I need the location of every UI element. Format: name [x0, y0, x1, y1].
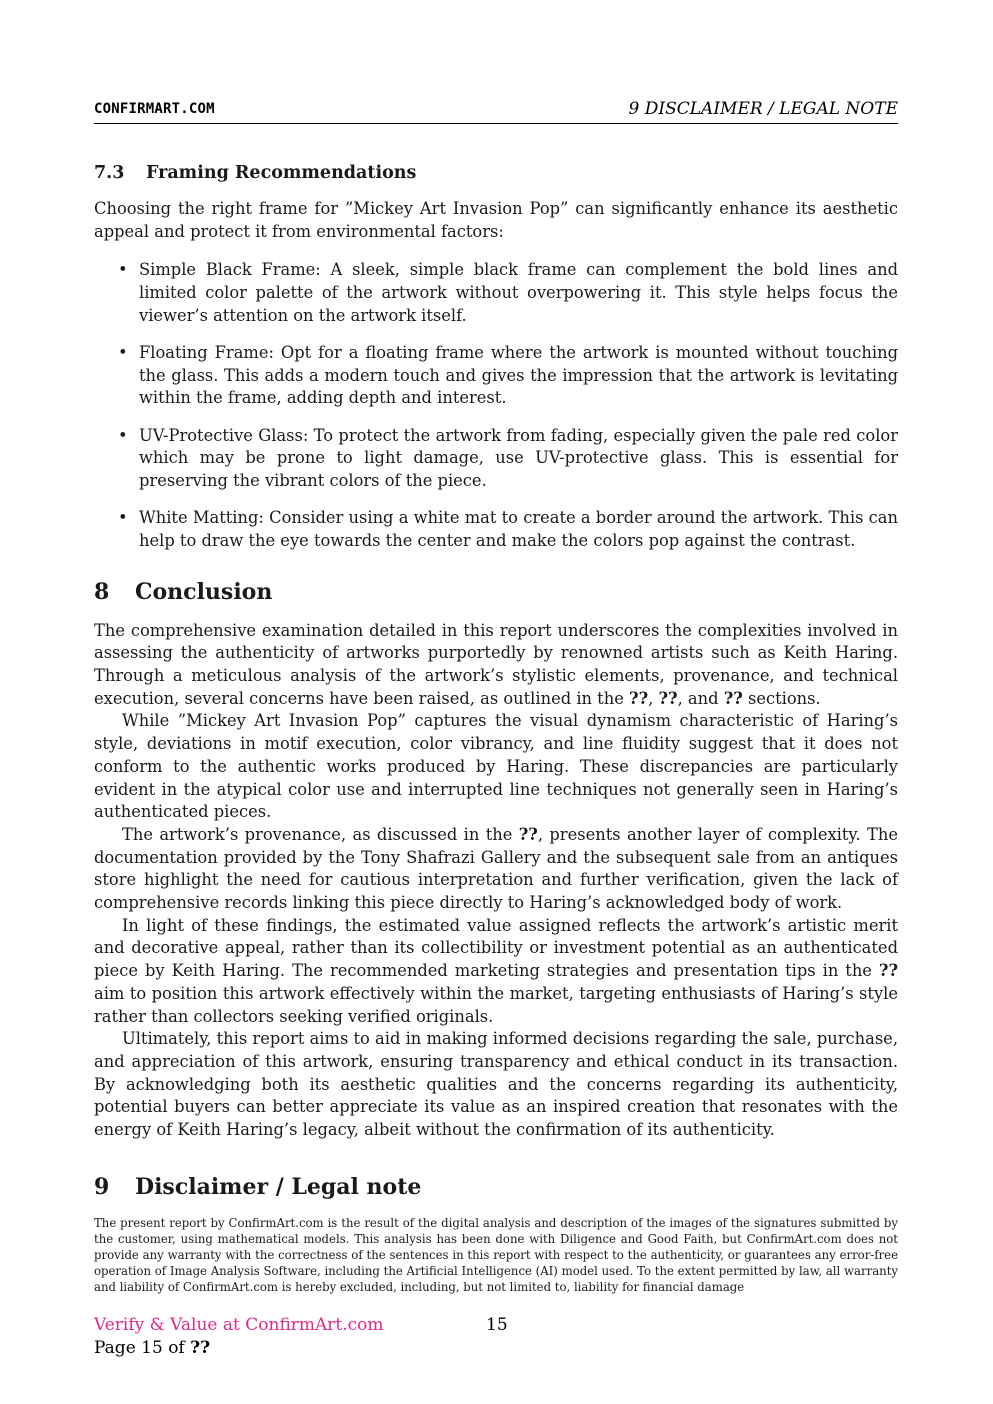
bullet-icon: •	[118, 343, 128, 363]
section-8	[94, 577, 898, 1142]
paragraph: While ”Mickey Art Invasion Pop” captures the visual dynamism characteristic of Haring’s style, deviations in motif execution, color vibrancy, and line fluidity suggest that it does not conform to the authentic works produced by Haring. These discrepancies are particularly evident in the atypical color use and interrupted line techniques not generally seen in Haring’s authenticated pieces.	[94, 711, 898, 822]
list-item	[94, 507, 898, 552]
section-number: 8	[94, 578, 110, 605]
page-of-label	[94, 1338, 210, 1358]
section-title: Disclaimer / Legal note	[135, 1173, 422, 1200]
unresolved-reference[interactable]: ??	[518, 824, 538, 844]
paragraph-text: , presents another layer of complexity. The documentation provided by the Tony Shafrazi Gallery and the subsequent sale from an antiques store highlight the need for cautious interpretation and further verification, given the lack of comprehensive records linking this piece directly to Haring’s acknowledged body of work.	[94, 824, 898, 913]
section-number: 7.3	[94, 163, 125, 183]
bullet-icon: •	[118, 260, 128, 280]
paragraph	[94, 620, 898, 711]
confirmart-logo: CONFIRMART.COM	[94, 101, 215, 117]
disclaimer-text: The present report by ConfirmArt.com is the result of the digital analysis and description of the images of the signatures submitted by the customer, using mathematical models. This analysis has been done with Diligence and Good Faith, but ConfirmArt.com does not provide any warranty with the correctness of the sentences in this report with respect to the authenticity, or guarantees any error-free operation of Image Analysis Software, including the Artificial Intelligence (AI) model used. To the extent permitted by law, all warranty and liability of ConfirmArt.com is hereby excluded, including, but not limited to, liability for financial damage	[94, 1215, 898, 1294]
section-heading	[94, 577, 898, 607]
unresolved-reference[interactable]: ??	[723, 688, 743, 708]
paragraph: Ultimately, this report aims to aid in making informed decisions regarding the sale, purchase, and appreciation of this artwork, ensuring transparency and ethical conduct in its transaction. By acknowledging both its aesthetic qualities and the concerns regarding its authenticity, potential buyers can better appreciate its value as an inspired creation that resonates with the energy of Keith Haring’s legacy, albeit without the confirmation of its authenticity.	[94, 1029, 898, 1140]
page-number: 15	[486, 1315, 508, 1335]
list-item-text: UV-Protective Glass: To protect the artwork from fading, especially given the pale red color which may be prone to light damage, use UV-protective glass. This is essential for preserving the vibrant colors of the piece.	[139, 425, 898, 491]
unresolved-reference[interactable]: ??	[190, 1338, 211, 1358]
section-title: Conclusion	[135, 578, 273, 605]
paragraph-text: In light of these findings, the estimated value assigned reflects the artwork’s artistic merit and decorative appeal, rather than its collectibility or investment potential as an authenticated piece by Keith Haring. The recommended marketing strategies and presentation tips in the	[94, 915, 898, 981]
page-header	[94, 99, 898, 124]
paragraph-text: sections.	[742, 688, 821, 708]
confirmart-footer-link[interactable]: Verify & Value at ConfirmArt.com	[94, 1315, 384, 1335]
page-of-prefix: Page 15 of	[94, 1338, 191, 1358]
paragraph-text: , and	[677, 688, 724, 708]
paragraph-text: aim to position this artwork effectively within the market, targeting enthusiasts of Haring’s style rather than collectors seeking verified originals.	[94, 983, 898, 1026]
paragraph	[94, 824, 898, 915]
running-title: 9 DISCLAIMER / LEGAL NOTE	[628, 99, 898, 119]
section-title: Framing Recommendations	[146, 163, 417, 183]
list-item-text: Simple Black Frame: A sleek, simple black frame can complement the bold lines and limited color palette of the artwork without overpowering it. This style helps focus the viewer’s attention on the artwork itself.	[139, 260, 898, 325]
list-item-text: Floating Frame: Opt for a floating frame where the artwork is mounted without touching the glass. This adds a modern touch and gives the impression that the artwork is levitating within the frame, adding depth and interest.	[139, 343, 898, 408]
bullet-icon: •	[118, 508, 128, 528]
framing-list	[94, 259, 898, 552]
paragraph-text: ,	[648, 688, 659, 708]
section-heading	[94, 1172, 898, 1202]
unresolved-reference[interactable]: ??	[878, 961, 898, 981]
paragraph-text: The artwork’s provenance, as discussed in the	[122, 824, 519, 844]
list-item	[94, 425, 898, 493]
section-heading	[94, 160, 898, 186]
paragraph	[94, 915, 898, 1029]
list-item	[94, 259, 898, 327]
paragraph-text: The comprehensive examination detailed in this report underscores the complexities involved in assessing the authenticity of artworks purportedly by renowned artists such as Keith Haring. Through a meticulous analysis of the artwork’s stylistic elements, provenance, and technical execution, several concerns have been raised, as outlined in the	[94, 620, 898, 708]
bullet-icon: •	[118, 425, 128, 445]
section-7-3	[94, 160, 898, 553]
section-number: 9	[94, 1173, 110, 1200]
page-content	[94, 160, 898, 1295]
unresolved-reference[interactable]: ??	[658, 688, 678, 708]
list-item-text: White Matting: Consider using a white mat to create a border around the artwork. This can help to draw the eye towards the center and make the colors pop against the contrast.	[139, 508, 898, 550]
list-item	[94, 342, 898, 410]
unresolved-reference[interactable]: ??	[629, 688, 649, 708]
section-9	[94, 1172, 898, 1295]
intro-paragraph: Choosing the right frame for ”Mickey Art Invasion Pop” can significantly enhance its aesthetic appeal and protect it from environmental factors:	[94, 199, 898, 241]
